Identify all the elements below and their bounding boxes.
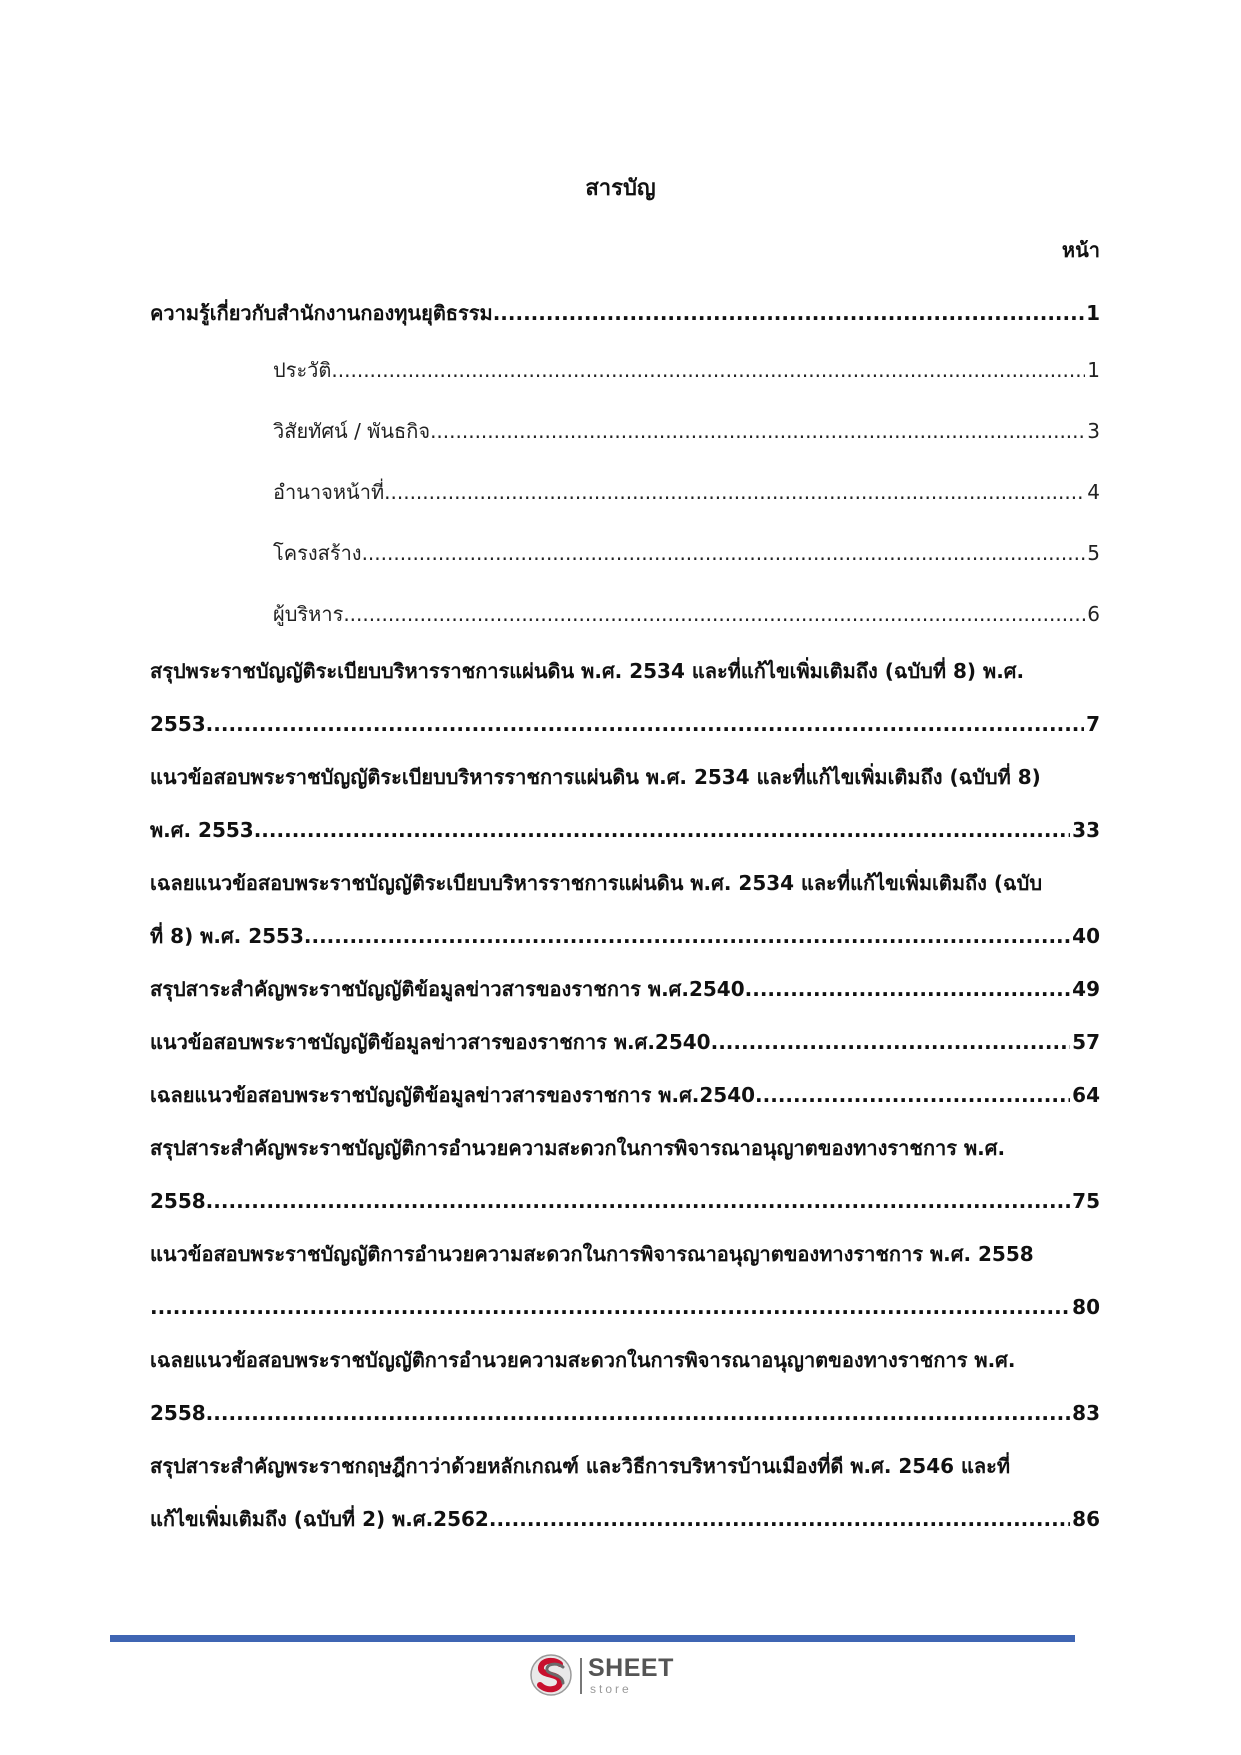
- toc-entry-title: วิสัยทัศน์ / พันธกิจ: [273, 419, 431, 443]
- dot-leader: [493, 287, 1084, 340]
- toc-page-number: 64: [1072, 1083, 1100, 1107]
- toc-entry-line: [150, 1122, 1100, 1175]
- dot-leader: [362, 523, 1086, 584]
- toc-entry-title: แนวข้อสอบพระราชบัญญัติข้อมูลข่าวสารของราชการ พ.ศ.2540: [150, 1030, 711, 1054]
- toc-entry-line: [150, 1175, 1100, 1228]
- table-of-contents: [150, 287, 1100, 1546]
- toc-entry-title: ประวัติ: [273, 358, 332, 382]
- toc-entry-title: 2558: [150, 1401, 206, 1425]
- toc-entry[interactable]: [150, 287, 1100, 340]
- toc-entry-title: อำนาจหน้าที่: [273, 480, 385, 504]
- toc-page-number: 33: [1072, 818, 1100, 842]
- toc-entry-line: [150, 523, 1100, 584]
- dot-leader: [711, 1016, 1071, 1069]
- toc-entry-title: เฉลยแนวข้อสอบพระราชบัญญัติการอำนวยความสะดวกในการพิจารณาอนุญาตของทางราชการ พ.ศ.: [150, 1348, 1016, 1372]
- toc-entry-line: [150, 857, 1100, 910]
- dot-leader: [384, 462, 1085, 523]
- toc-subentry[interactable]: [150, 401, 1100, 462]
- toc-entry-line: [150, 804, 1100, 857]
- toc-subentry[interactable]: [150, 584, 1100, 645]
- toc-entry[interactable]: [150, 1334, 1100, 1440]
- toc-entry-line: [150, 1387, 1100, 1440]
- toc-entry[interactable]: [150, 857, 1100, 963]
- dot-leader: [755, 1069, 1070, 1122]
- toc-entry-line: [150, 287, 1100, 340]
- toc-entry[interactable]: [150, 1069, 1100, 1122]
- dot-leader: [206, 1175, 1070, 1228]
- logo-separator: [580, 1658, 582, 1694]
- toc-entry-title: 2553: [150, 712, 206, 736]
- toc-entry-title: สรุปสาระสำคัญพระราชบัญญัติการอำนวยความสะดวกในการพิจารณาอนุญาตของทางราชการ พ.ศ.: [150, 1136, 1006, 1160]
- toc-entry-title: สรุปสาระสำคัญพระราชบัญญัติข้อมูลข่าวสารของราชการ พ.ศ.2540: [150, 977, 745, 1001]
- toc-entry-line: [150, 1281, 1100, 1334]
- toc-page-number: 49: [1072, 977, 1100, 1001]
- toc-entry-line: [150, 1440, 1100, 1493]
- dot-leader: [745, 963, 1071, 1016]
- toc-entry-title: ที่ 8) พ.ศ. 2553: [150, 924, 304, 948]
- toc-page-number: 40: [1072, 924, 1100, 948]
- toc-entry-line: [150, 1016, 1100, 1069]
- toc-entry-line: [150, 584, 1100, 645]
- page-column-header: หน้า: [1061, 238, 1100, 262]
- dot-leader: [430, 401, 1085, 462]
- toc-page-number: 5: [1087, 541, 1100, 565]
- toc-entry-title: สรุปพระราชบัญญัติระเบียบบริหารราชการแผ่นดิน พ.ศ. 2534 และที่แก้ไขเพิ่มเติมถึง (ฉบับที่ 8) พ.ศ.: [150, 659, 1025, 683]
- toc-entry[interactable]: [150, 1122, 1100, 1228]
- toc-entry-title: แก้ไขเพิ่มเติมถึง (ฉบับที่ 2) พ.ศ.2562: [150, 1507, 489, 1531]
- toc-entry[interactable]: [150, 1440, 1100, 1546]
- toc-page-number: 57: [1072, 1030, 1100, 1054]
- sheet-store-logo-icon: [530, 1652, 572, 1698]
- toc-page-number: 83: [1072, 1401, 1100, 1425]
- toc-entry-line: [150, 1493, 1100, 1546]
- toc-subentry[interactable]: [150, 340, 1100, 401]
- toc-entry-title: โครงสร้าง: [273, 541, 362, 565]
- toc-entry-line: [150, 698, 1100, 751]
- dot-leader: [343, 584, 1085, 645]
- toc-entry-title: ผู้บริหาร: [273, 602, 344, 626]
- toc-entry-title: ความรู้เกี่ยวกับสำนักงานกองทุนยุติธรรม: [150, 301, 493, 325]
- toc-entry-line: [150, 751, 1100, 804]
- toc-page-number: 6: [1087, 602, 1100, 626]
- toc-entry-line: [150, 401, 1100, 462]
- toc-entry-line: [150, 645, 1100, 698]
- toc-entry-title: สรุปสาระสำคัญพระราชกฤษฎีกาว่าด้วยหลักเกณฑ์ และวิธีการบริหารบ้านเมืองที่ดี พ.ศ. 2546 และที่: [150, 1454, 1011, 1478]
- toc-subentry[interactable]: [150, 462, 1100, 523]
- toc-page-number: 80: [1072, 1295, 1100, 1319]
- toc-entry-line: [150, 910, 1100, 963]
- toc-page-number: 1: [1086, 301, 1100, 325]
- dot-leader: [254, 804, 1070, 857]
- toc-entry[interactable]: [150, 963, 1100, 1016]
- toc-page-number: 86: [1072, 1507, 1100, 1531]
- toc-entry-line: [150, 340, 1100, 401]
- logo-subtext: store: [590, 1682, 632, 1696]
- toc-entry-line: [150, 1228, 1100, 1281]
- page-title: สารบัญ: [585, 176, 656, 201]
- logo-wordmark: SHEET: [588, 1654, 674, 1682]
- toc-entry-line: [150, 1069, 1100, 1122]
- toc-page-number: 4: [1087, 480, 1100, 504]
- toc-entry-title: 2558: [150, 1189, 206, 1213]
- toc-entry-line: [150, 1334, 1100, 1387]
- dot-leader: [489, 1493, 1070, 1546]
- footer-bar: [110, 1635, 1075, 1642]
- toc-page-number: 3: [1087, 419, 1100, 443]
- toc-entry-title: พ.ศ. 2553: [150, 818, 254, 842]
- toc-entry-title: เฉลยแนวข้อสอบพระราชบัญญัติข้อมูลข่าวสารของราชการ พ.ศ.2540: [150, 1083, 756, 1107]
- toc-entry[interactable]: [150, 645, 1100, 751]
- toc-page-number: 7: [1086, 712, 1100, 736]
- toc-entry-line: [150, 963, 1100, 1016]
- dot-leader: [206, 1387, 1070, 1440]
- toc-entry-title: แนวข้อสอบพระราชบัญญัติการอำนวยความสะดวกในการพิจารณาอนุญาตของทางราชการ พ.ศ. 2558: [150, 1242, 1034, 1266]
- toc-subentry[interactable]: [150, 523, 1100, 584]
- toc-page-number: 75: [1072, 1189, 1100, 1213]
- dot-leader: [150, 1281, 1070, 1334]
- brand-logo: [530, 1652, 710, 1700]
- toc-entry-title: เฉลยแนวข้อสอบพระราชบัญญัติระเบียบบริหารราชการแผ่นดิน พ.ศ. 2534 และที่แก้ไขเพิ่มเติมถึง (ฉบับ: [150, 871, 1043, 895]
- dot-leader: [206, 698, 1084, 751]
- dot-leader: [331, 340, 1085, 401]
- toc-entry[interactable]: [150, 1016, 1100, 1069]
- toc-entry-line: [150, 462, 1100, 523]
- toc-entry-title: แนวข้อสอบพระราชบัญญัติระเบียบบริหารราชการแผ่นดิน พ.ศ. 2534 และที่แก้ไขเพิ่มเติมถึง (ฉบับที่ 8): [150, 765, 1041, 789]
- toc-entry[interactable]: [150, 1228, 1100, 1334]
- toc-entry[interactable]: [150, 751, 1100, 857]
- dot-leader: [304, 910, 1070, 963]
- toc-page-number: 1: [1087, 358, 1100, 382]
